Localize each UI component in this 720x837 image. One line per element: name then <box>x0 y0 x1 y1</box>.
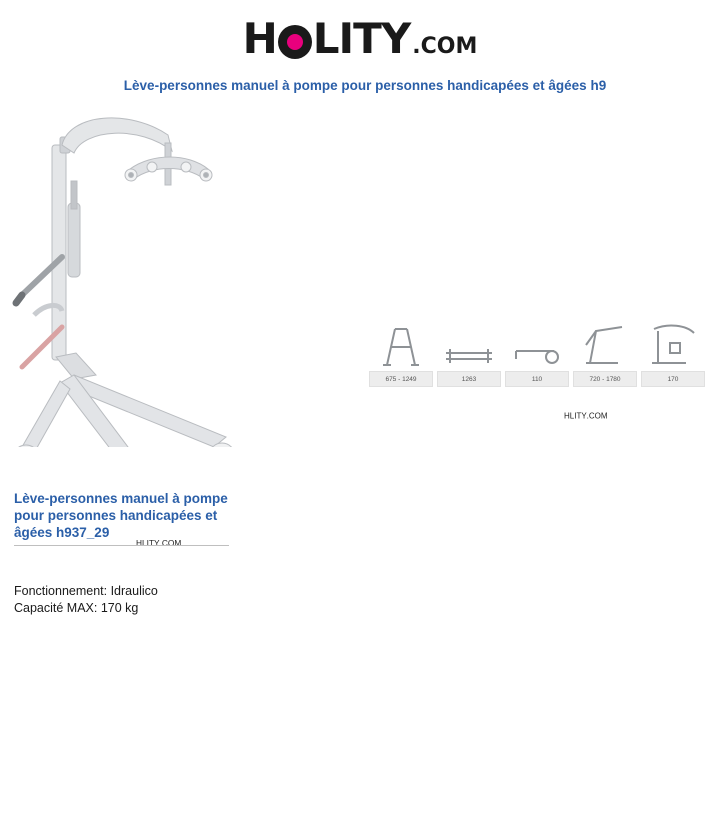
dimension-cell <box>642 317 704 387</box>
diagram-logo-letter-h: H <box>564 412 570 421</box>
logo-o-inner <box>287 34 303 50</box>
diagram-logo-letters-lity: LITY <box>569 412 587 421</box>
logo-letters-lity: LITY <box>312 14 411 63</box>
dimension-diagram-image[interactable] <box>360 207 700 447</box>
dimension-label: 1263 <box>437 371 501 387</box>
diagram-logo-dotcom: .COM <box>586 412 608 421</box>
photo-logo-letters-lity: LITY <box>142 539 160 548</box>
diagram-watermark-logo <box>564 412 608 421</box>
side-view-icon <box>574 317 636 367</box>
main-product-image[interactable] <box>0 107 330 447</box>
base-height-icon <box>506 317 568 367</box>
photo-logo-dotcom: .COM <box>159 539 182 548</box>
logo-o-icon <box>278 25 312 59</box>
spec-line-capacity: Capacité MAX: 170 kg <box>14 601 139 615</box>
dimension-label: 170 <box>641 371 705 387</box>
dimension-cells <box>370 317 704 387</box>
product-title: Lève-personnes manuel à pompe pour personnes handicapées et âgées h937_29 <box>14 490 229 546</box>
site-header <box>0 0 720 63</box>
logo-letter-h: H <box>242 14 277 63</box>
dimension-cell <box>370 317 432 387</box>
dimension-cell <box>506 317 568 387</box>
dimension-label: 110 <box>505 371 569 387</box>
dimension-label: 720 - 1780 <box>573 371 637 387</box>
dimension-cell <box>438 317 500 387</box>
boom-view-icon <box>642 317 704 367</box>
logo-dotcom: .COM <box>412 34 478 59</box>
front-view-icon <box>370 317 432 367</box>
dimension-cell <box>574 317 636 387</box>
site-logo[interactable] <box>242 14 478 63</box>
photo-logo-letter-h: H <box>136 539 143 548</box>
dimension-label: 675 - 1249 <box>369 371 433 387</box>
spec-line-operation: Fonctionnement: Idraulico <box>14 584 158 598</box>
product-specs <box>14 583 158 617</box>
top-view-icon <box>438 317 500 367</box>
page-title: Lève-personnes manuel à pompe pour personnes handicapées et âgées h9 <box>123 78 607 93</box>
